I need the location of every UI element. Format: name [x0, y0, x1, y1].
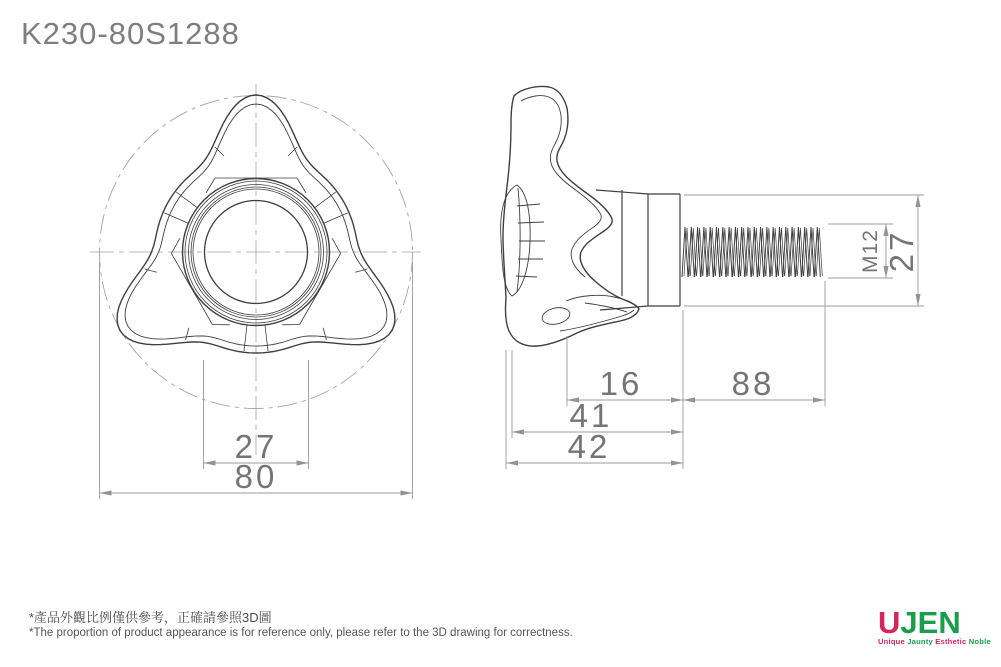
dim-text-41: 41 [569, 397, 613, 434]
side-extension-lines [506, 281, 825, 469]
logo-wordmark [878, 605, 990, 640]
tagline-word-unique: Unique [878, 637, 908, 646]
tagline-word-noble: Noble [968, 637, 991, 646]
dim-text-42: 42 [567, 428, 611, 465]
footnote-english: *The proportion of product appearance is for reference only, please refer to the 3D drawing for correctness. [29, 627, 573, 639]
footnotes [29, 609, 573, 641]
front-view [90, 84, 421, 499]
logo-letter-e: E [917, 605, 939, 640]
tagline-word-esthetic: Esthetic [935, 637, 969, 646]
dimension-88 [683, 365, 825, 402]
knob-profile-inner [521, 96, 601, 277]
side-lobe-lens [501, 185, 545, 296]
dim-text-side-27: 27 [883, 229, 920, 273]
company-logo [878, 605, 991, 646]
dim-text-front-27: 27 [234, 428, 278, 465]
side-view [501, 86, 924, 469]
logo-tagline [878, 637, 990, 646]
logo-letter-j: J [900, 605, 918, 640]
knob-profile-outer [503, 86, 639, 346]
bottom-tab-details [541, 295, 636, 331]
logo-letter-u: U [878, 605, 901, 640]
tagline-word-jaunty: Jaunty [907, 637, 936, 646]
dimension-42 [506, 428, 683, 465]
dim-text-front-80: 80 [234, 458, 278, 495]
footnote-chinese: *產品外觀比例僅供參考，正確請參照3D圖 [29, 610, 272, 625]
dim-text-88: 88 [731, 365, 775, 402]
logo-letter-n: N [938, 605, 961, 640]
dim-text-m12: M12 [859, 229, 882, 273]
dim-text-16: 16 [599, 365, 643, 402]
part-number: K230-80S1288 [21, 16, 240, 51]
